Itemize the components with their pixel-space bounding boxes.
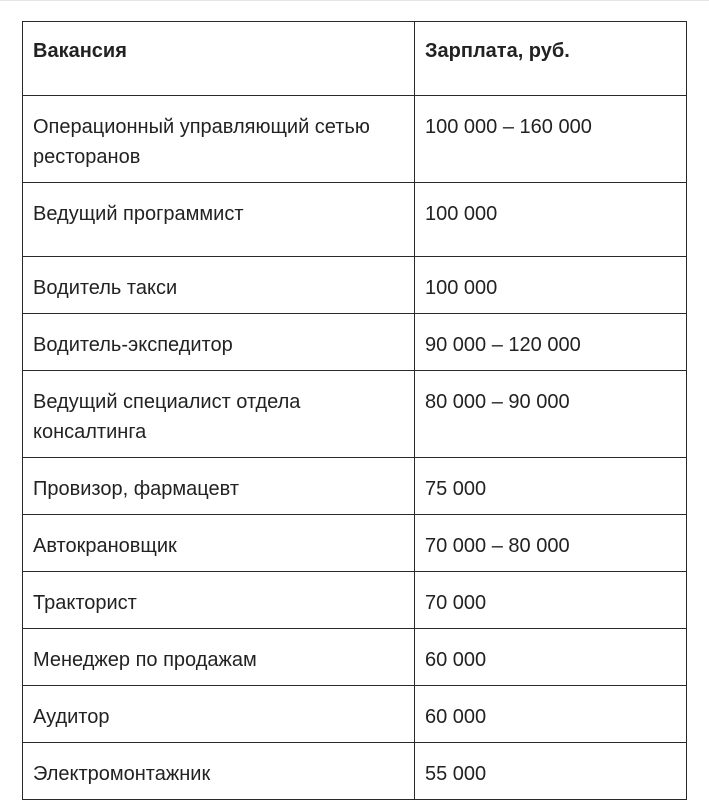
salary-cell: 90 000 – 120 000 xyxy=(415,314,687,371)
vacancy-cell: Автокрановщик xyxy=(23,515,415,572)
header-salary: Зарплата, руб. xyxy=(415,22,687,96)
table-row xyxy=(23,314,687,371)
salary-cell: 60 000 xyxy=(415,629,687,686)
vacancy-cell: Ведущий программист xyxy=(23,183,415,257)
top-divider xyxy=(0,0,709,1)
salary-cell: 60 000 xyxy=(415,686,687,743)
vacancy-cell: Водитель такси xyxy=(23,257,415,314)
table-row xyxy=(23,686,687,743)
salary-cell: 70 000 xyxy=(415,572,687,629)
table-row xyxy=(23,371,687,458)
salary-cell: 75 000 xyxy=(415,458,687,515)
vacancy-cell: Ведущий специалист отдела консалтинга xyxy=(23,371,415,458)
salary-cell: 100 000 – 160 000 xyxy=(415,96,687,183)
salary-cell: 55 000 xyxy=(415,743,687,800)
table-row xyxy=(23,96,687,183)
table-row xyxy=(23,515,687,572)
vacancy-cell: Электромонтажник xyxy=(23,743,415,800)
vacancy-cell: Водитель-экспедитор xyxy=(23,314,415,371)
header-vacancy: Вакансия xyxy=(23,22,415,96)
vacancy-cell: Менеджер по продажам xyxy=(23,629,415,686)
table-row xyxy=(23,572,687,629)
table-row xyxy=(23,743,687,800)
salary-cell: 70 000 – 80 000 xyxy=(415,515,687,572)
vacancy-cell: Провизор, фармацевт xyxy=(23,458,415,515)
table-header-row xyxy=(23,22,687,96)
salary-table xyxy=(22,21,687,800)
table-row xyxy=(23,629,687,686)
salary-cell: 100 000 xyxy=(415,183,687,257)
vacancy-cell: Аудитор xyxy=(23,686,415,743)
salary-cell: 100 000 xyxy=(415,257,687,314)
table-row xyxy=(23,183,687,257)
table-row xyxy=(23,458,687,515)
vacancy-cell: Операционный управляющий сетью ресторанов xyxy=(23,96,415,183)
table-row xyxy=(23,257,687,314)
salary-cell: 80 000 – 90 000 xyxy=(415,371,687,458)
vacancy-cell: Тракторист xyxy=(23,572,415,629)
